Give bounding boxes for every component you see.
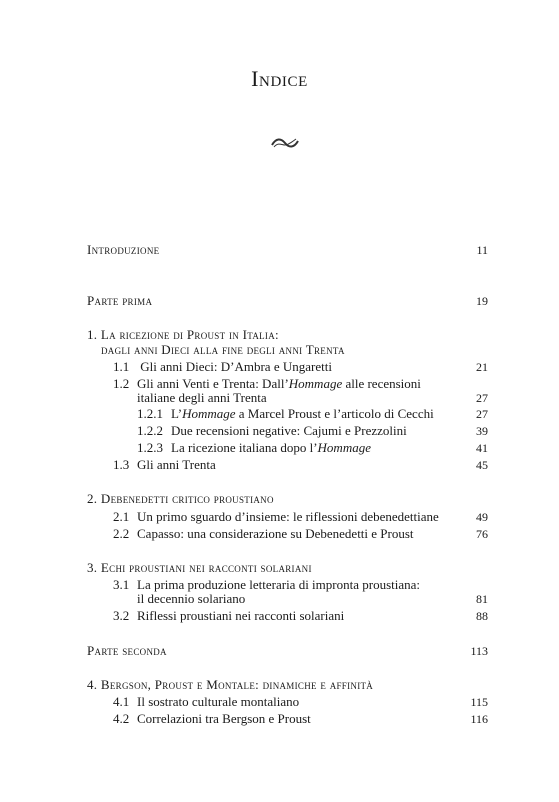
toc-entry-parte-prima[interactable]: Parte prima [87,293,153,308]
section-title-part: a Marcel Proust e l’articolo di Cecchi [235,406,434,421]
toc-section-4-1[interactable] [113,694,299,710]
toc-section-1-3[interactable] [113,457,216,473]
section-title-italic: Hommage [317,440,371,455]
section-title: La prima produzione letteraria di impronta proustiana: [137,577,421,592]
section-title: Gli anni Dieci: D’Ambra e Ungaretti [140,359,332,374]
toc-chapter-3-title[interactable]: 3. Echi proustiani nei racconti solariani [87,560,312,575]
section-number: 4.1 [113,694,130,709]
section-number: 4.2 [113,711,130,726]
toc-chapter-2-title[interactable]: 2. Debenedetti critico proustiano [87,491,274,506]
section-title-part: alle recensioni [342,376,421,391]
toc-section-1-2-continued: italiane degli anni Trenta [137,390,267,405]
section-number: 1.1 [113,359,130,374]
toc-page-1-2-2: 39 [476,424,488,438]
section-title-italic: Hommage [182,406,236,421]
section-title: Due recensioni negative: Cajumi e Prezzolini [171,423,407,438]
toc-page-1-2-3: 41 [476,441,488,455]
section-number: 1.2 [113,376,130,391]
toc-section-1-2-2[interactable] [137,423,407,439]
toc-page-4-2: 116 [470,712,488,726]
section-title-part: L’ [171,406,183,421]
toc-section-4-2[interactable] [113,711,311,727]
toc-section-2-2[interactable] [113,526,414,542]
toc-page-1-2-1: 27 [476,407,488,421]
toc-section-1-2-1[interactable] [137,406,434,422]
toc-page-parte-prima: 19 [476,294,488,308]
section-number: 1.2.1 [137,406,163,421]
toc-section-2-1[interactable] [113,509,439,525]
section-title-part: Gli anni Venti e Trenta: Dall’ [137,376,289,391]
section-title: Correlazioni tra Bergson e Proust [137,711,311,726]
section-title: Gli anni Trenta [137,457,216,472]
section-number: 2.2 [113,526,130,541]
toc-chapter-4-title[interactable]: 4. Bergson, Proust e Montale: dinamiche e affinità [87,677,374,692]
toc-section-1-1[interactable] [113,359,332,375]
page-title: Indice [251,66,308,91]
section-title-italic: Hommage [288,376,343,391]
toc-page-2-2: 76 [476,527,488,541]
section-title: Riflessi proustiani nei racconti solariani [137,608,345,623]
toc-page-parte-seconda: 113 [470,644,488,658]
section-title: Capasso: una considerazione su Debenedetti e Proust [137,526,414,541]
toc-section-1-2-3[interactable] [137,440,371,456]
section-title: Il sostrato culturale montaliano [137,694,300,709]
toc-page-1-1: 21 [476,360,488,374]
section-number: 1.2.2 [137,423,163,438]
section-title: Un primo sguardo d’insieme: le riflessioni debenedettiane [137,509,439,524]
toc-page-1-2: 27 [476,391,488,405]
toc-section-3-1-continued: il decennio solariano [137,591,246,606]
toc-entry-introduzione[interactable]: Introduzione [87,242,160,257]
toc-page-4-1: 115 [470,695,488,709]
section-number: 2.1 [113,509,130,524]
toc-page-2-1: 49 [476,510,488,524]
toc-page-3-2: 88 [476,609,488,623]
section-number: 3.1 [113,577,130,592]
toc-section-3-2[interactable] [113,608,344,624]
toc-page-introduzione: 11 [476,243,488,257]
toc-page-1-3: 45 [476,458,488,472]
toc-chapter-1-subtitle: dagli anni Dieci alla fine degli anni Trenta [101,342,345,357]
section-title-part: La ricezione italiana dopo l’ [171,440,318,455]
fleuron-icon [270,136,300,150]
toc-page-3-1: 81 [476,592,488,606]
toc-entry-parte-seconda[interactable]: Parte seconda [87,643,167,658]
section-number: 1.2.3 [137,440,163,455]
toc-chapter-1-title[interactable]: 1. La ricezione di Proust in Italia: [87,327,279,342]
section-number: 1.3 [113,457,130,472]
section-number: 3.2 [113,608,130,623]
